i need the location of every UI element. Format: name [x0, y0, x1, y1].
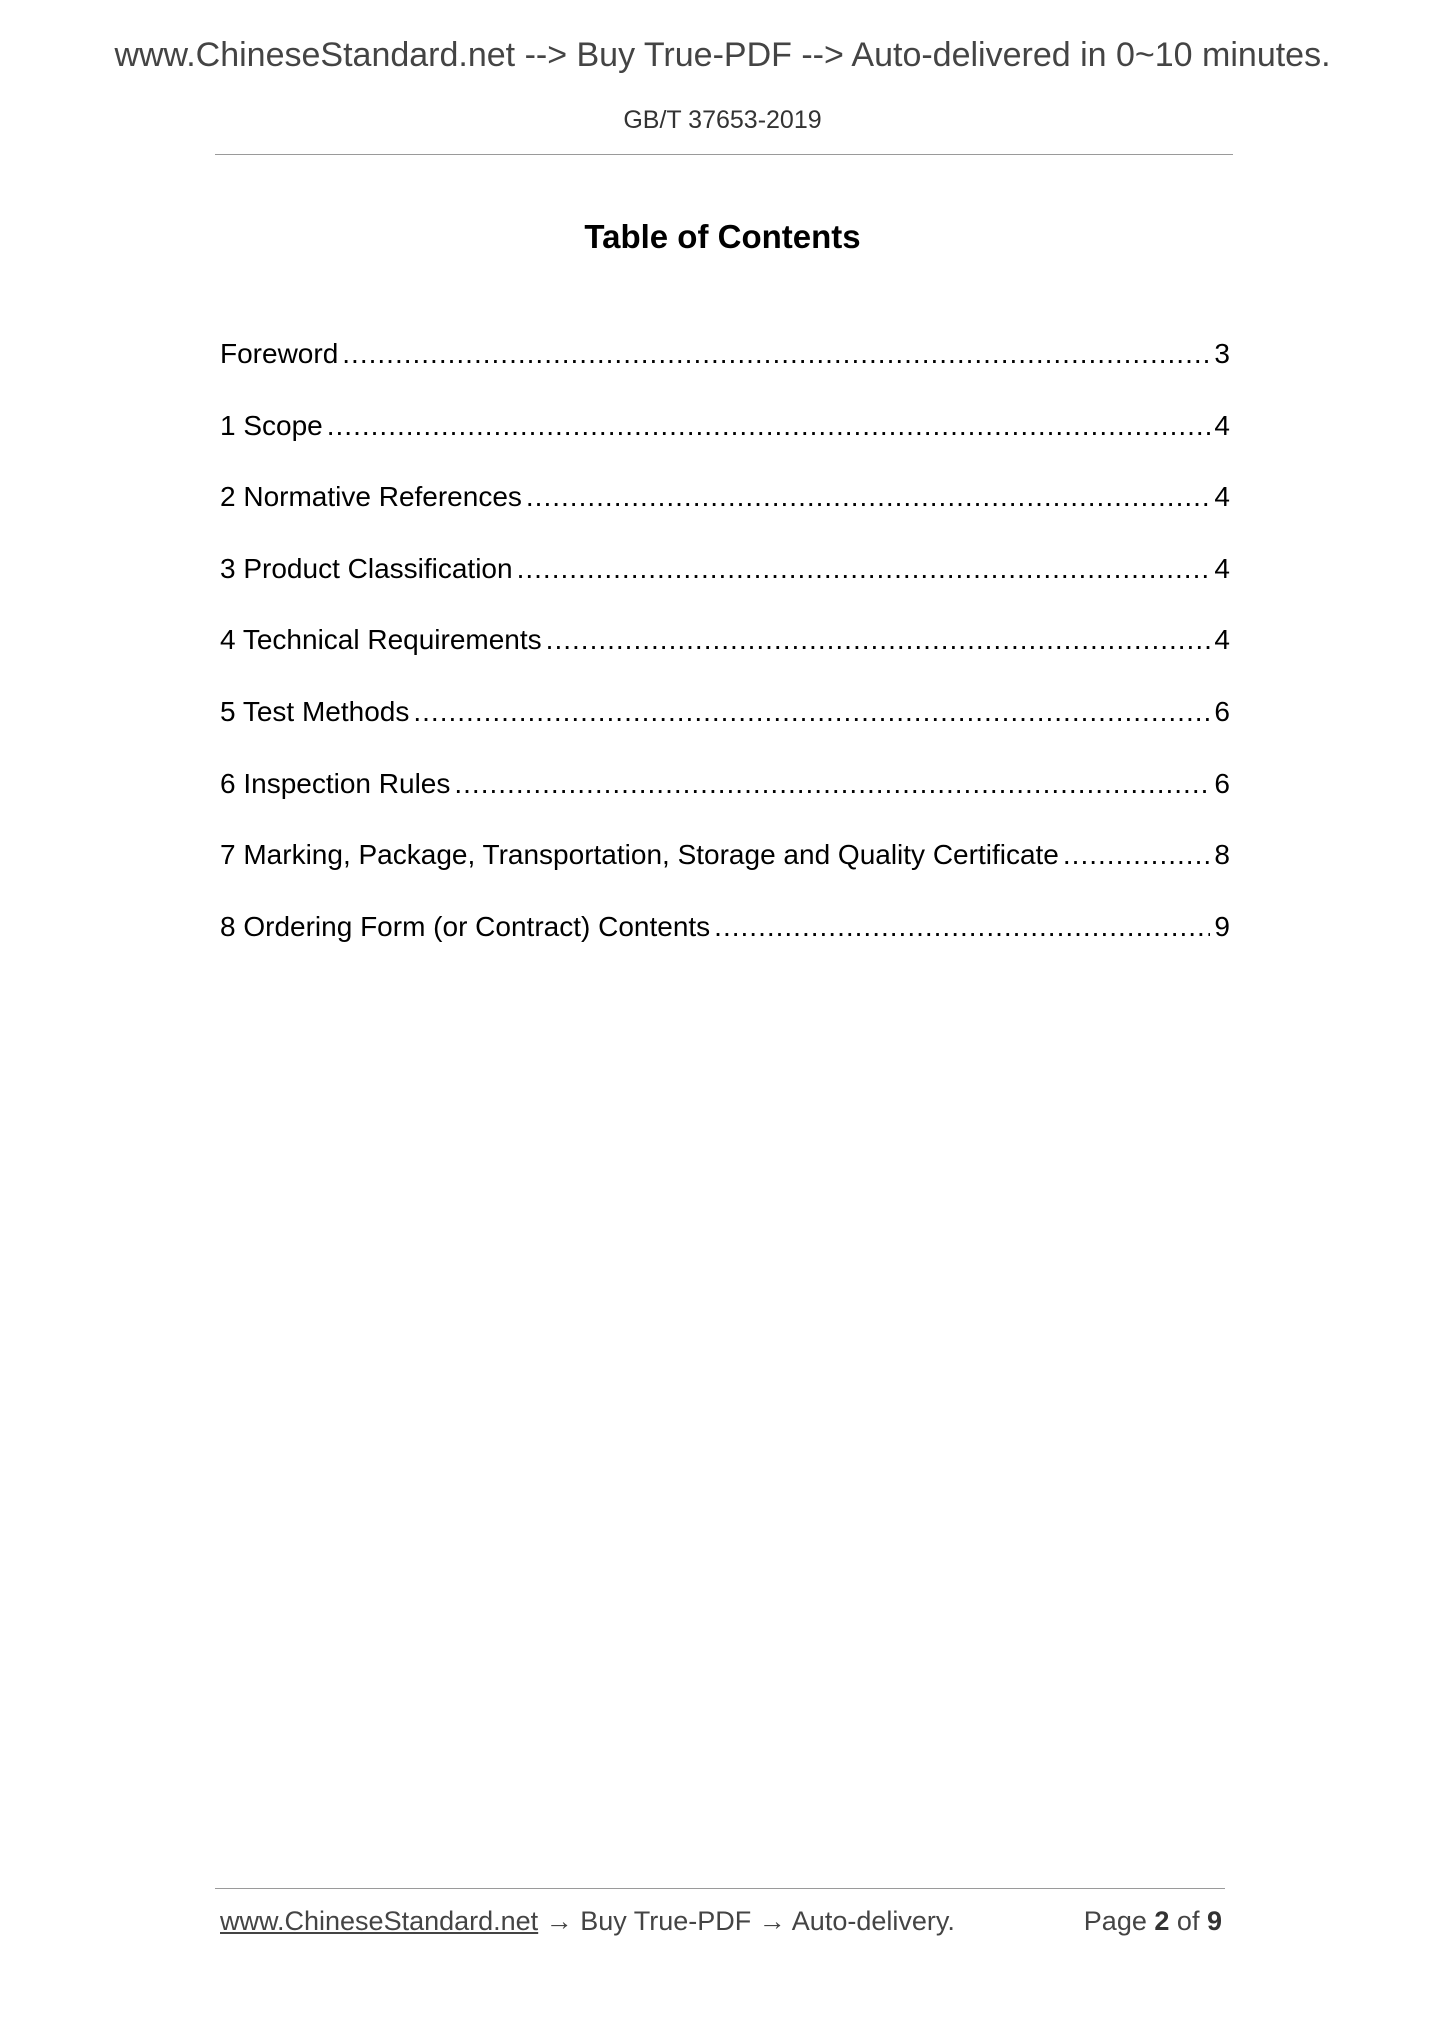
toc-entry-page: 6	[1214, 767, 1230, 799]
toc-entry-label: Foreword	[220, 338, 339, 369]
page-title: Table of Contents	[584, 218, 861, 255]
dot-leader	[342, 338, 1210, 370]
page-indicator	[1084, 1906, 1222, 1937]
footer-buy-text: Buy True-PDF	[580, 1906, 752, 1936]
toc-entry-label: 2 Normative References	[220, 481, 522, 513]
table-of-contents	[220, 338, 1230, 982]
current-page-number: 2	[1154, 1906, 1170, 1936]
toc-entry-normative-references[interactable]	[220, 481, 1230, 553]
toc-entry-label: 6 Inspection Rules	[220, 767, 451, 799]
dot-leader	[517, 553, 1211, 585]
dot-leader	[526, 481, 1211, 513]
toc-entry-label: 8 Ordering Form (or Contract) Contents	[220, 910, 711, 942]
toc-entry-page: 6	[1214, 695, 1230, 727]
top-banner: www.ChineseStandard.net --> Buy True-PDF --> Auto-delivered in 0~10 minutes.	[114, 36, 1331, 74]
arrow-right-icon: →	[545, 1906, 573, 1936]
toc-entry-page: 4	[1214, 409, 1230, 441]
toc-entry-page: 4	[1214, 552, 1230, 584]
total-pages-number: 9	[1206, 1906, 1222, 1936]
document-code: GB/T 37653-2019	[623, 106, 822, 134]
toc-entry-label: 3 Product Classification	[220, 552, 513, 584]
toc-entry-page: 8	[1214, 839, 1230, 871]
footer-website-link[interactable]: www.ChineseStandard.net	[220, 1906, 539, 1936]
header-divider	[215, 154, 1233, 155]
arrow-right-icon: →	[758, 1906, 786, 1936]
footer-delivery-text: Auto-delivery.	[791, 1906, 955, 1936]
toc-entry-scope[interactable]	[220, 410, 1230, 482]
toc-entry-foreword[interactable]	[220, 338, 1230, 410]
toc-entry-page: 3	[1214, 338, 1230, 369]
dot-leader	[454, 768, 1210, 800]
page-word: Page	[1083, 1906, 1147, 1936]
page-footer	[220, 1906, 1222, 1937]
toc-entry-product-classification[interactable]	[220, 553, 1230, 625]
toc-entry-label: 7 Marking, Package, Transportation, Storage and Quality Certificate	[220, 839, 1059, 871]
toc-entry-test-methods[interactable]	[220, 696, 1230, 768]
toc-entry-inspection-rules[interactable]	[220, 768, 1230, 840]
toc-entry-ordering-form[interactable]	[220, 911, 1230, 983]
toc-entry-label: 5 Test Methods	[220, 695, 410, 727]
dot-leader	[714, 911, 1210, 943]
dot-leader	[327, 410, 1211, 442]
toc-entry-page: 4	[1214, 481, 1230, 513]
toc-entry-marking-package[interactable]	[220, 839, 1230, 911]
toc-entry-page: 9	[1214, 910, 1230, 942]
toc-entry-technical-requirements[interactable]	[220, 624, 1230, 696]
toc-entry-page: 4	[1214, 624, 1230, 656]
dot-leader	[1063, 839, 1211, 871]
footer-left	[220, 1906, 955, 1937]
toc-entry-label: 1 Scope	[220, 409, 323, 441]
of-word: of	[1176, 1906, 1200, 1936]
dot-leader	[413, 696, 1210, 728]
footer-divider	[215, 1888, 1225, 1889]
dot-leader	[546, 624, 1211, 656]
toc-entry-label: 4 Technical Requirements	[220, 624, 542, 656]
